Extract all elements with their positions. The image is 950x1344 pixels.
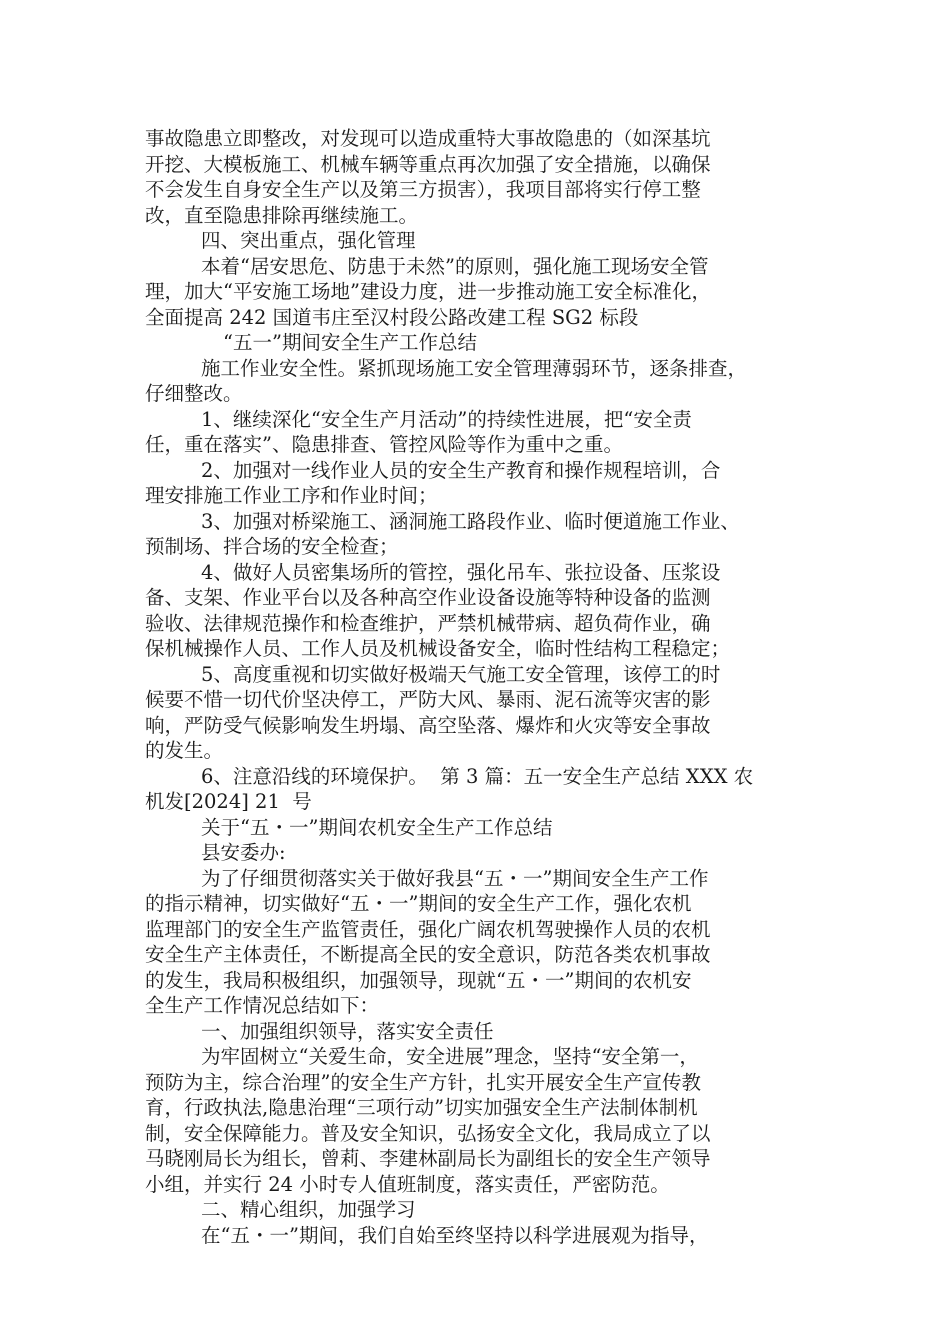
text-line: 验收、法律规范操作和检查维护，严禁机械带病、超负荷作业，确 [145,611,711,635]
text-line: 二、精心组织，加强学习 [201,1198,416,1221]
text-line: 全面提高 242 国道韦庄至汉村段公路改建工程 SG2 标段 [145,305,639,329]
text-line: 备、支架、作业平台以及各种高空作业设备设施等特种设备的监测 [145,586,711,609]
document-body [145,126,835,1248]
text-line: 制，安全保障能力。普及安全知识，弘扬安全文化，我局成立了以 [145,1121,711,1145]
text-line: 理，加大“平安施工场地”建设力度，进一步推动施工安全标准化， [145,280,711,303]
text-line: 5、高度重视和切实做好极端天气施工安全管理，该停工的时 [201,662,721,686]
text-line: 小组，并实行 24 小时专人值班制度，落实责任，严密防范。 [145,1172,670,1196]
text-line: 马晓刚局长为组长，曾莉、李建林副局长为副组长的安全生产领导 [145,1147,711,1170]
text-line: 为牢固树立“关爱生命，安全进展”理念，坚持“安全第一， [201,1045,699,1068]
text-line: 开挖、大模板施工、机械车辆等重点再次加强了安全措施，以确保 [145,152,711,176]
text-line: 2、加强对一线作业人员的安全生产教育和操作规程培训，合 [201,458,721,482]
text-line: 保机械操作人员、工作人员及机械设备安全，临时性结构工程稳定； [145,637,731,660]
text-line: 在“五・一”期间，我们自始至终坚持以科学进展观为指导， [201,1223,709,1247]
text-line: 四、突出重点，强化管理 [201,229,416,252]
text-line: 仔细整改。 [145,382,243,405]
text-line: 全生产工作情况总结如下： [145,994,380,1017]
text-line: 县安委办: [201,841,286,864]
text-line: 一、加强组织领导，落实安全责任 [201,1019,494,1043]
text-line: 事故隐患立即整改，对发现可以造成重特大事故隐患的（如深基坑 [145,127,711,150]
text-line: 预防为主，综合治理”的安全生产方针，扎实开展安全生产宣传教 [145,1070,701,1094]
text-line: 任，重在落实”、隐患排查、管控风险等作为重中之重。 [145,433,623,456]
text-line: 为了仔细贯彻落实关于做好我县“五・一”期间安全生产工作 [201,866,709,890]
text-line: 响，严防受气候影响发生坍塌、高空坠落、爆炸和火灾等安全事故 [145,713,711,737]
text-line: 的指示精神，切实做好“五・一”期间的安全生产工作，强化农机 [145,892,692,915]
text-line: 施工作业安全性。紧抓现场施工安全管理薄弱环节，逐条排查， [201,356,748,380]
text-line: 不会发生自身安全生产以及第三方损害），我项目部将实行停工整 [145,178,701,201]
text-line: 改，直至隐患排除再继续施工。 [145,203,419,227]
text-line: 的发生。 [145,739,224,762]
text-line: 育，行政执法,隐患治理“三项行动”切实加强安全生产法制体制机 [145,1096,698,1119]
text-line: 预制场、拌合场的安全检查； [145,535,399,558]
text-line: 理安排施工作业工序和作业时间； [145,484,438,507]
text-line: 1、继续深化“安全生产月活动”的持续性进展，把“安全责 [201,407,692,431]
text-line: 的发生，我局积极组织，加强领导，现就“五・一”期间的农机安 [145,968,692,992]
text-line: 6、注意沿线的环境保护。 第 3 篇：五一安全生产总结 XXX 农 [201,764,754,788]
text-line: 4、做好人员密集场所的管控，强化吊车、张拉设备、压浆设 [201,560,721,584]
text-line: 候要不惜一切代价坚决停工，严防大风、暴雨、泥石流等灾害的影 [145,688,711,711]
text-line: 本着“居安思危、防患于未然”的原则，强化施工现场安全管 [201,254,709,278]
text-line: 关于“五・一”期间农机安全生产工作总结 [201,815,553,839]
text-line: 安全生产主体责任，不断提高全民的安全意识，防范各类农机事故 [145,943,711,966]
text-line: 机发[2024] 21 号 [145,790,312,813]
text-line: 3、加强对桥梁施工、涵洞施工路段作业、临时便道施工作业、 [201,509,740,533]
text-line: 监理部门的安全生产监管责任，强化广阔农机驾驶操作人员的农机 [145,917,711,941]
section-heading-line: “五一”期间安全生产工作总结 [223,331,477,354]
